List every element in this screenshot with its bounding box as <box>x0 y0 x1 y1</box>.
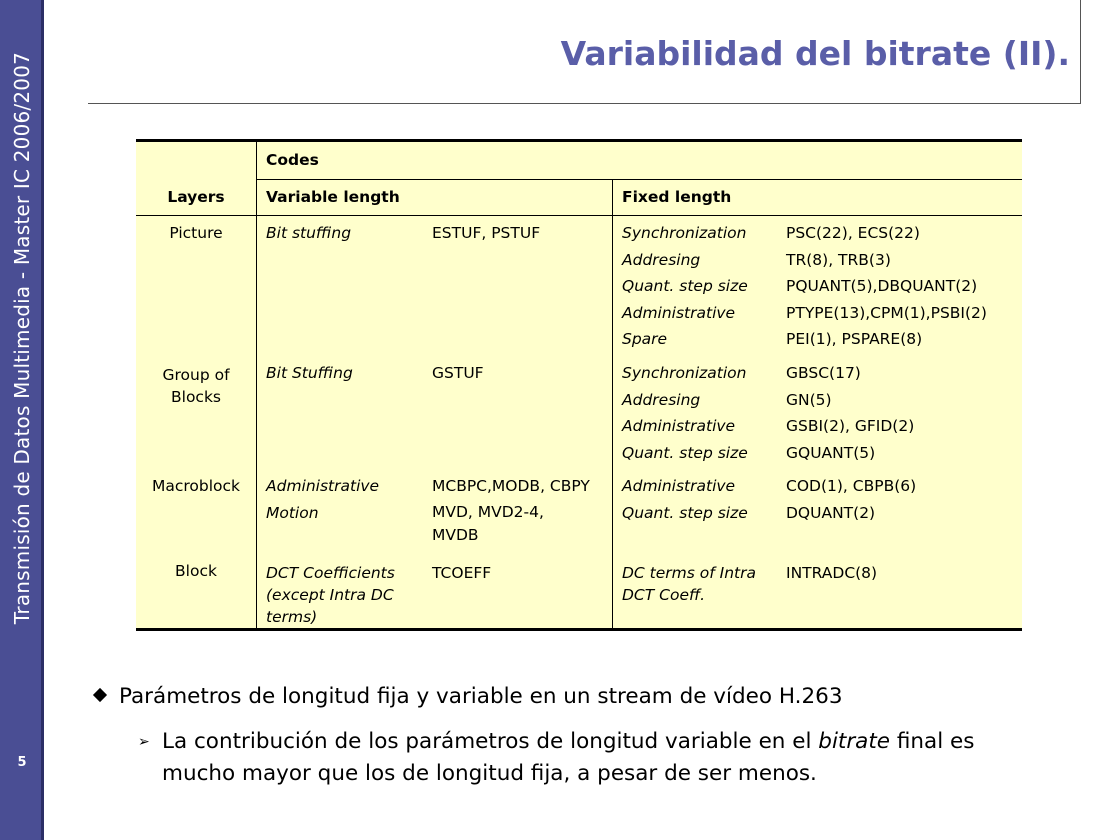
row-gob-fix-codes <box>786 360 914 466</box>
row-gob-var-codes <box>432 360 484 387</box>
row-layer-picture: Picture <box>169 224 223 242</box>
row-gob-fix-names <box>622 360 748 466</box>
table-cell: GSTUF <box>432 364 484 382</box>
table-cell: GSBI(2), GFID(2) <box>786 417 915 435</box>
table-cell: Spare <box>622 330 668 348</box>
table-cell: terms) <box>266 608 318 626</box>
bullet-level2-text-part2: final es mucho mayor que los de longitud fija, a pesar de ser menos. <box>162 729 975 786</box>
table-cell: Synchronization <box>622 224 747 242</box>
table-cell: Blocks <box>171 388 221 406</box>
row-block-fix-names <box>622 562 756 606</box>
slide-title: Variabilidad del bitrate (II). <box>560 34 1070 73</box>
table-cell: GBSC(17) <box>786 364 861 382</box>
table-cell: TCOEFF <box>432 564 492 582</box>
row-picture-var-codes <box>432 220 540 247</box>
bullet-level1 <box>92 684 843 709</box>
table-cell: MVD, MVD2-4, <box>432 502 544 521</box>
table-cell: Administrative <box>622 417 736 435</box>
table-cell: ESTUF, PSTUF <box>432 224 541 242</box>
table-cell: TR(8), TRB(3) <box>786 250 891 269</box>
row-block-fix-codes <box>786 562 877 584</box>
row-block-var-codes <box>432 562 491 584</box>
slide-number: 5 <box>17 755 27 770</box>
row-block-var-names <box>266 562 395 628</box>
row-picture-fix-names <box>622 220 748 353</box>
table-divider-fixed <box>612 179 613 631</box>
header-codes: Codes <box>266 151 319 169</box>
table-cell: Quant. step size <box>622 443 748 462</box>
table-divider-codes <box>256 179 1022 180</box>
table-cell: MCBPC,MODB, CBPY <box>432 477 590 495</box>
table-cell: (except Intra DC <box>266 586 394 604</box>
table-cell: DCT Coeff. <box>622 586 706 604</box>
table-cell: DQUANT(2) <box>786 503 876 522</box>
table-cell: GQUANT(5) <box>786 443 876 462</box>
table-cell: INTRADC(8) <box>786 564 878 582</box>
table-cell: Bit stuffing <box>266 224 352 242</box>
row-layer-block: Block <box>175 562 217 580</box>
table-cell: GN(5) <box>786 390 832 409</box>
table-cell: DCT Coefficients <box>266 564 395 582</box>
bullet-level2-text <box>142 726 1022 790</box>
header-variable-length: Variable length <box>266 188 400 206</box>
table-cell: Group of <box>162 366 230 384</box>
table-cell: Addresing <box>622 390 701 409</box>
row-layer-macroblock: Macroblock <box>151 477 241 495</box>
diamond-bullet-icon <box>93 688 107 702</box>
footer-course-title: Transmisión de Datos Multimedia - Master IC 2006/2007 <box>10 51 34 625</box>
table-cell: PTYPE(13),CPM(1),PSBI(2) <box>786 303 987 322</box>
table-cell: Quant. step size <box>622 277 748 295</box>
table-cell: Addresing <box>622 250 701 269</box>
row-layer-group-of-blocks <box>136 364 256 408</box>
table-cell: DC terms of Intra <box>622 564 756 582</box>
bullet-level2 <box>138 726 1022 790</box>
table-cell: Administrative <box>266 477 380 495</box>
table-cell: Quant. step size <box>622 503 748 522</box>
title-frame-edge <box>1080 0 1081 104</box>
row-mb-fix-codes <box>786 473 916 526</box>
table-cell: Motion <box>266 503 319 522</box>
bullet-level1-text: Parámetros de longitud fija y variable en un stream de vídeo H.263 <box>119 684 843 709</box>
table-cell: Administrative <box>622 477 736 495</box>
table-cell: PQUANT(5),DBQUANT(2) <box>786 277 978 295</box>
row-mb-var-names <box>266 473 379 526</box>
sidebar-band <box>0 0 44 840</box>
bullet-level2-text-part1: La contribución de los parámetros de longitud variable en el <box>162 729 819 754</box>
table-cell: Bit Stuffing <box>266 364 353 382</box>
table-cell: Synchronization <box>622 364 747 382</box>
row-picture-fix-codes <box>786 220 987 353</box>
table-cell: MVDB <box>432 525 479 544</box>
table-cell: COD(1), CBPB(6) <box>786 477 917 495</box>
table-cell: PSC(22), ECS(22) <box>786 224 920 242</box>
title-underline <box>88 103 1081 104</box>
table-cell: PEI(1), PSPARE(8) <box>786 330 923 348</box>
table-cell: Administrative <box>622 303 736 322</box>
row-mb-fix-names <box>622 473 748 526</box>
row-gob-var-names <box>266 360 353 387</box>
header-layers: Layers <box>167 188 225 206</box>
table-divider-header <box>136 215 1022 216</box>
row-mb-var-codes <box>432 473 590 546</box>
row-picture-var-names <box>266 220 351 247</box>
arrow-bullet-icon: ➢ <box>138 734 150 750</box>
h263-parameters-table <box>136 139 1022 631</box>
header-fixed-length: Fixed length <box>622 188 732 206</box>
bullet-level2-italic-term: bitrate <box>818 729 891 754</box>
